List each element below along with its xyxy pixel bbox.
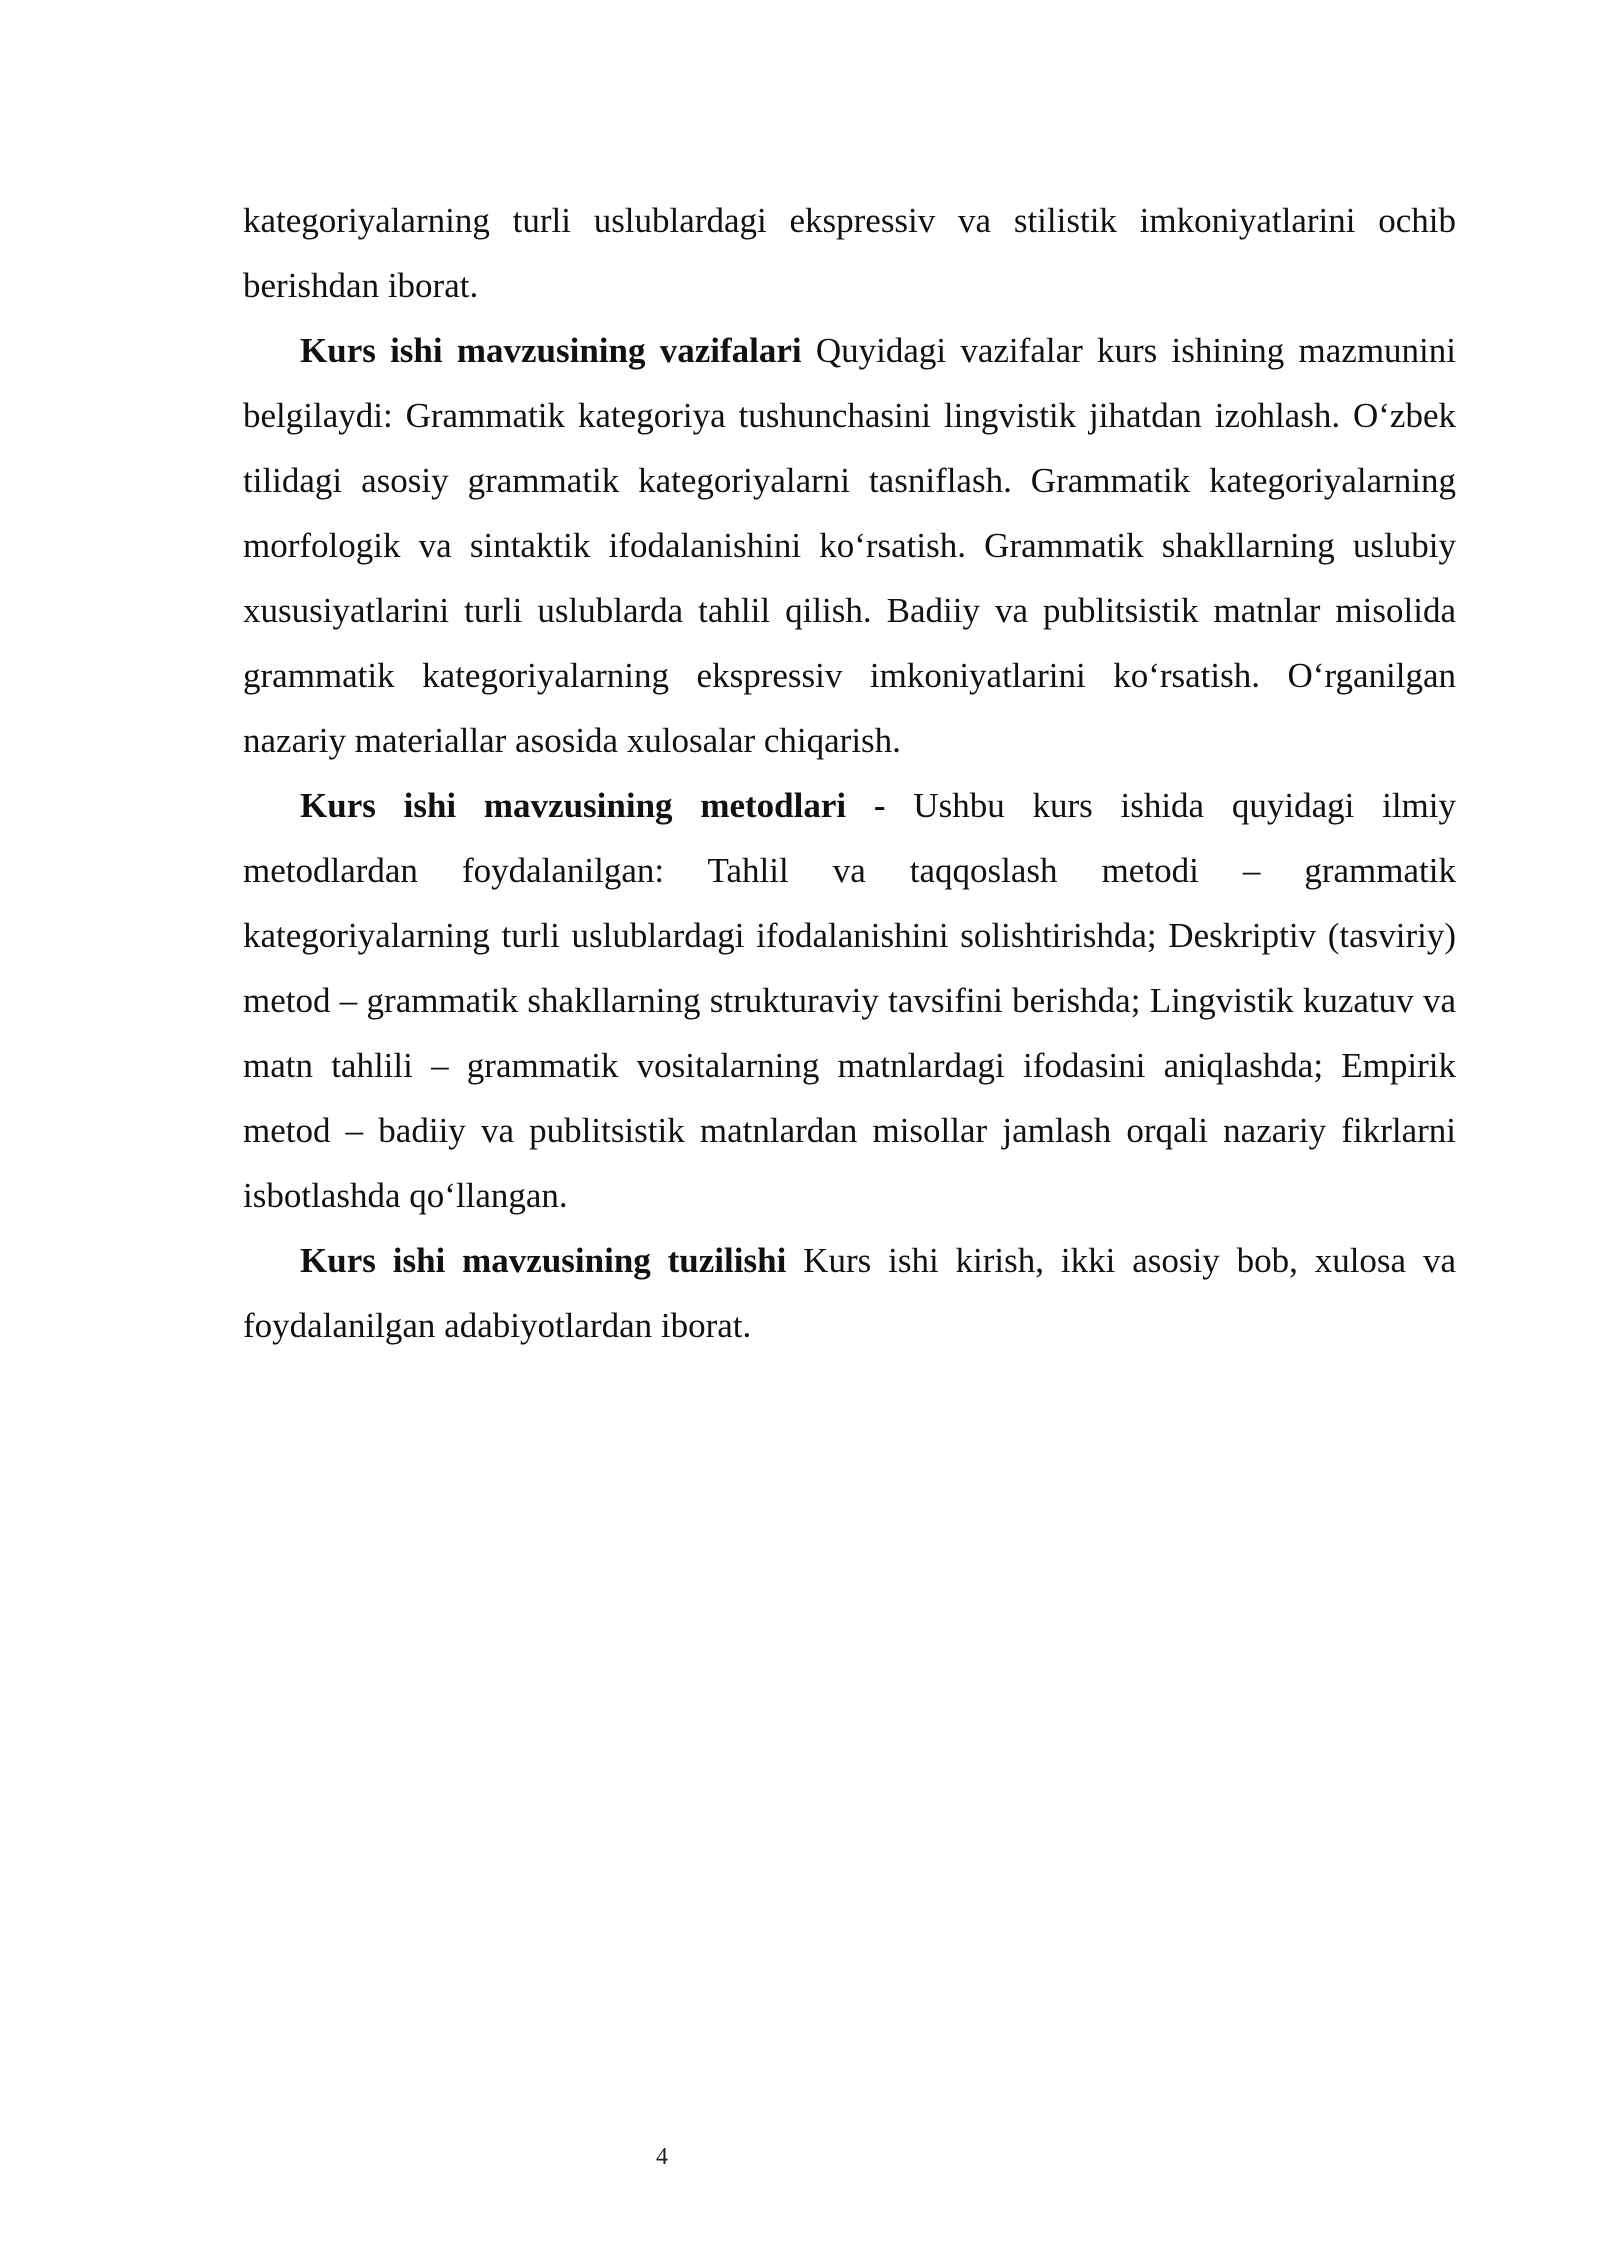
paragraph-text: Kurs ishi kirish, ikki asosiy bob, xulosa va foydalanilgan adabiyotlardan iborat. — [243, 1241, 1456, 1345]
paragraph-intro-continuation — [243, 188, 1456, 318]
page-number: 4 — [656, 2144, 668, 2170]
paragraph-text: Quyidagi vazifalar kurs ishining mazmunini belgilaydi: Grammatik kategoriya tushunchasini lingvistik jihatdan izohlash. O‘zbek tilidagi asosiy grammatik kategoriyalarni tasniflash. Grammatik kategoriyalarning morfologik va sintaktik ifodalanishini ko‘rsatish. Grammatik shakllarning uslubiy xususiyatlarini turli uslublarda tahlil qilish. Badiiy va publitsistik matnlar misolida grammatik kategoriyalarning ekspressiv imkoniyatlarini ko‘rsatish. O‘rganilgan nazariy materiallar asosida xulosalar chiqarish. — [243, 331, 1456, 760]
section-heading-tasks: Kurs ishi mavzusining vazifalari — [300, 331, 802, 370]
body-text — [243, 188, 1456, 1358]
paragraph-text: kategoriyalarning turli uslublardagi ekspressiv va stilistik imkoniyatlarini ochib berishdan iborat. — [243, 201, 1456, 305]
section-heading-structure: Kurs ishi mavzusining tuzilishi — [300, 1241, 787, 1280]
paragraph-structure — [243, 1228, 1456, 1358]
paragraph-tasks — [243, 318, 1456, 773]
paragraph-text: Ushbu kurs ishida quyidagi ilmiy metodlardan foydalanilgan: Tahlil va taqqoslash metodi – grammatik kategoriyalarning turli uslublardagi ifodalanishini solishtirishda; Deskriptiv (tasviriy) metod – grammatik shakllarning strukturaviy tavsifini berishda; Lingvistik kuzatuv va matn tahlili – grammatik vositalarning matnlardagi ifodasini aniqlashda; Empirik metod – badiiy va publitsistik matnlardan misollar jamlash orqali nazariy fikrlarni isbotlashda qo‘llangan. — [243, 786, 1456, 1215]
section-heading-methods: Kurs ishi mavzusining metodlari - — [300, 786, 886, 825]
paragraph-methods — [243, 773, 1456, 1228]
